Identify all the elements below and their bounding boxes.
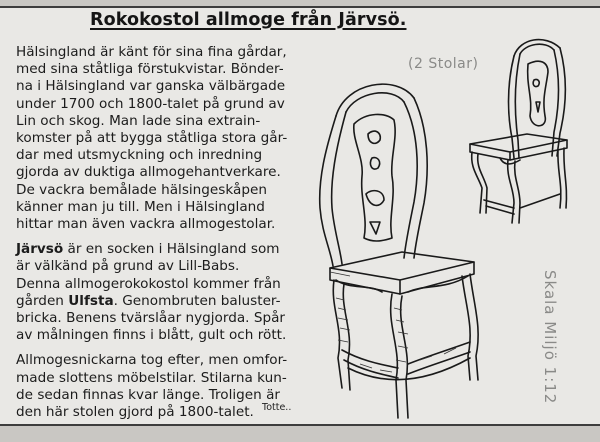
signature: Totte.. bbox=[262, 402, 292, 413]
info-card bbox=[0, 6, 600, 426]
text-line: gjorda av duktiga allmogehantverkare. bbox=[16, 164, 281, 181]
text-line: är välkänd på grund av Lill-Babs. bbox=[16, 258, 240, 275]
text-line: med sina ståtliga förstukvistar. Bönder- bbox=[16, 61, 284, 78]
text-line: De vackra bemålade hälsingeskåpen bbox=[16, 181, 267, 198]
text-line: känner man ju till. Men i Hälsingland bbox=[16, 198, 265, 215]
chair-count-note: (2 Stolar) bbox=[408, 56, 479, 72]
text-line: av målningen finns i blått, gult och rött. bbox=[16, 327, 287, 344]
bold-term: Ulfsta bbox=[68, 292, 114, 309]
bold-term: Järvsö bbox=[16, 241, 64, 258]
text-line: komster på att bygga ståtliga stora går- bbox=[16, 130, 288, 147]
text-line: gården Ulfsta. Genombruten baluster- bbox=[16, 292, 281, 309]
text-line: bricka. Benens tvärslåar nygjorda. Spår bbox=[16, 310, 285, 327]
scale-note: Skala Miljö 1:12 bbox=[541, 270, 559, 405]
text-line: Järvsö är en socken i Hälsingland som bbox=[16, 241, 280, 258]
text-line: hittar man även vackra allmogestolar. bbox=[16, 216, 276, 233]
chair-illustrations bbox=[0, 8, 600, 428]
page-title: Rokokostol allmoge från Järvsö. bbox=[90, 10, 407, 30]
text-line: made slottens möbelstilar. Stilarna kun- bbox=[16, 369, 287, 386]
large-chair-drawing bbox=[320, 84, 478, 418]
text-line: Allmogesnickarna tog efter, men omfor- bbox=[16, 352, 288, 369]
text-line: Denna allmogerokokostol kommer från bbox=[16, 275, 281, 292]
text-line: de sedan finnas kvar länge. Troligen är bbox=[16, 386, 281, 403]
small-chair-drawing bbox=[470, 40, 567, 223]
text-line: under 1700 och 1800-talet på grund av bbox=[16, 95, 285, 112]
text-line: Hälsingland är känt för sina fina gårdar, bbox=[16, 44, 287, 60]
text-line: dar med utsmyckning och inredning bbox=[16, 147, 263, 164]
text-line: na i Hälsingland var ganska välbärgade bbox=[16, 78, 286, 95]
text-line: den här stolen gjord på 1800-talet. bbox=[16, 404, 254, 421]
text-line: Lin och skog. Man lade sina extrain- bbox=[16, 112, 261, 129]
